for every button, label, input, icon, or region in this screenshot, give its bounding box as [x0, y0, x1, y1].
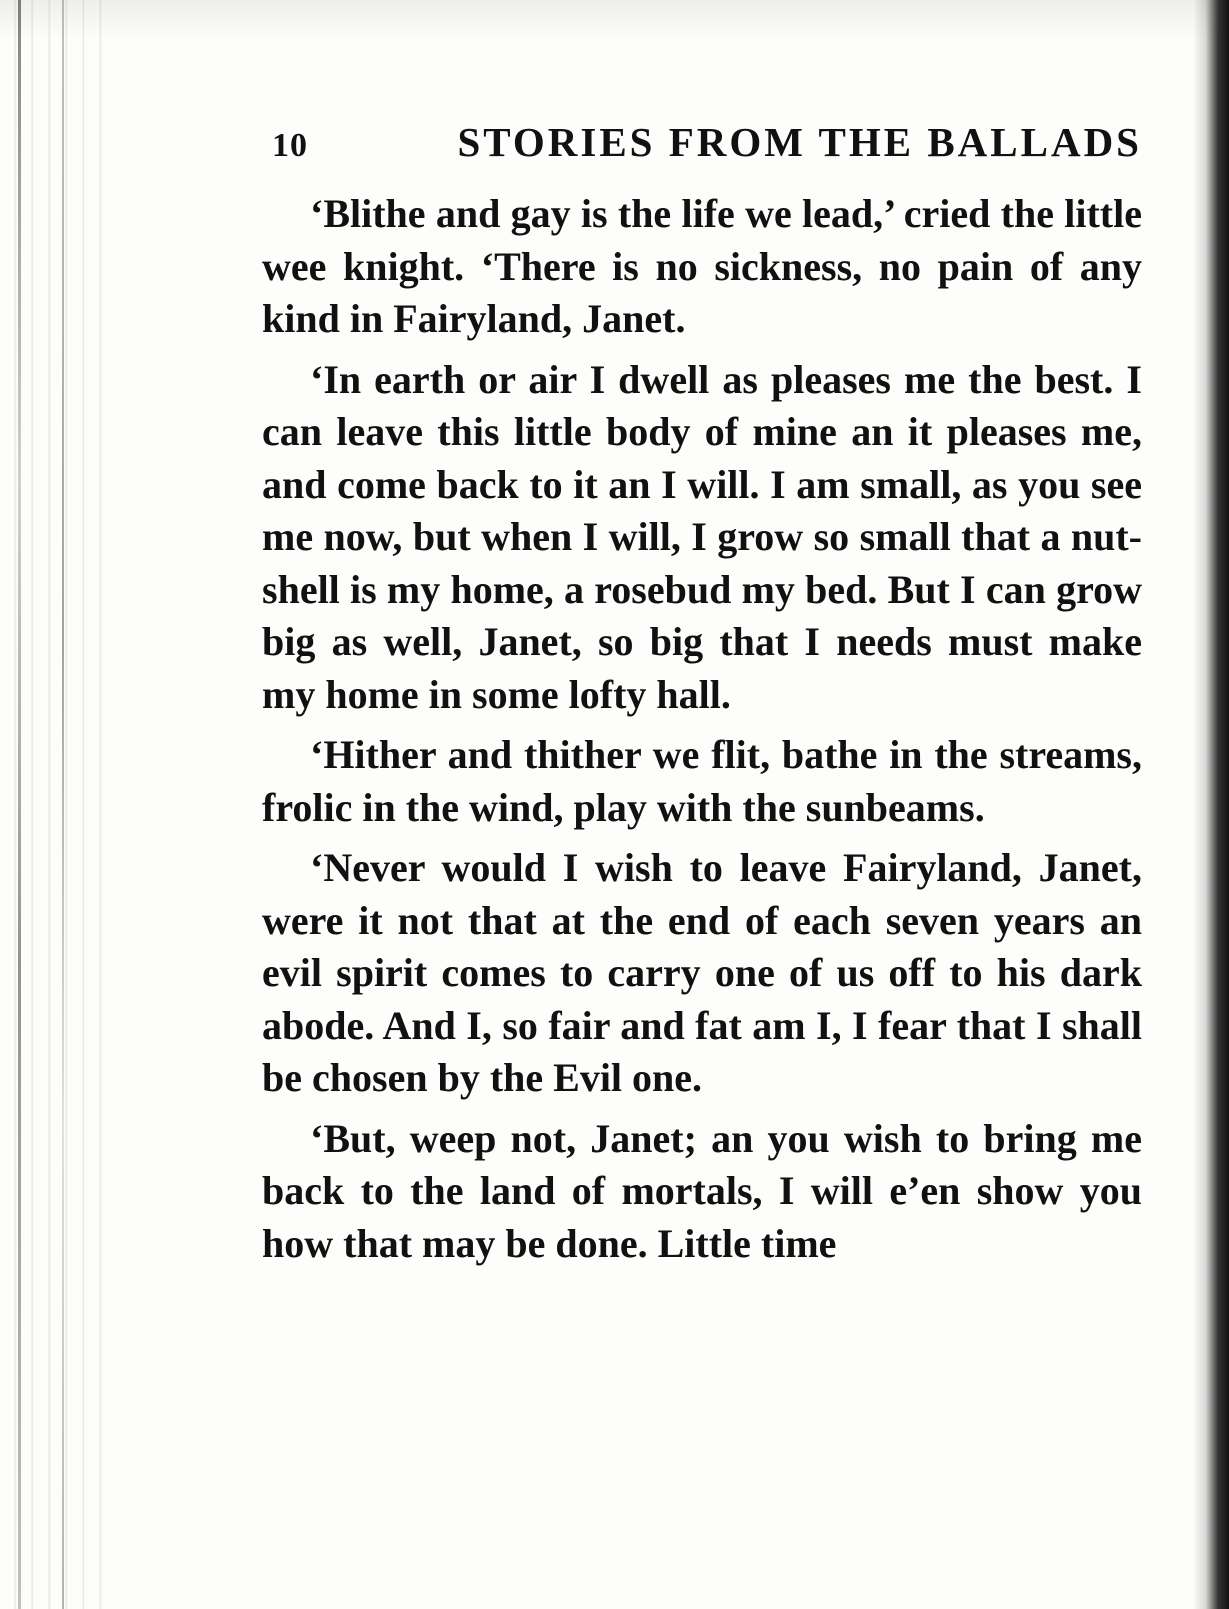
page-number: 10 [272, 127, 308, 164]
paragraph: ‘But, weep not, Janet; an you wish to bring me back to the land of mortals, I will e’en show you how that may be done. Little time [262, 1115, 1142, 1266]
paragraph: ‘Blithe and gay is the life we lead,’ cried the little wee knight. ‘There is no sickness, no pain of any kind in Fairyland, Janet. [262, 191, 1142, 341]
scan-edge-top [0, 0, 1229, 40]
paragraph: ‘In earth or air I dwell as pleases me the best. I can leave this little body of mine an it pleases me, and come back to it an I will. I am small, as you see me now, but when I will, I grow so small that a nut-shell is my home, a rosebud my bed. But I can grow big as well, Janet, so big that I needs must make my home in some lofty hall. [262, 356, 1142, 717]
running-head [272, 118, 1142, 182]
scan-gutter-left [0, 0, 110, 1609]
page-content [262, 118, 1142, 1278]
paragraph: ‘Never would I wish to leave Fairyland, Janet, were it not that at the end of each seven years an evil spirit comes to carry one of us off to his dark abode. And I, so fair and fat am I, I fear that I shall be chosen by the Evil one. [262, 845, 1142, 1100]
running-title: STORIES FROM THE BALLADS [457, 119, 1142, 165]
paragraph: ‘Hither and thither we flit, bathe in the streams, frolic in the wind, play with the sunbeams. [262, 732, 1142, 830]
scan-edge-right [1193, 0, 1229, 1609]
